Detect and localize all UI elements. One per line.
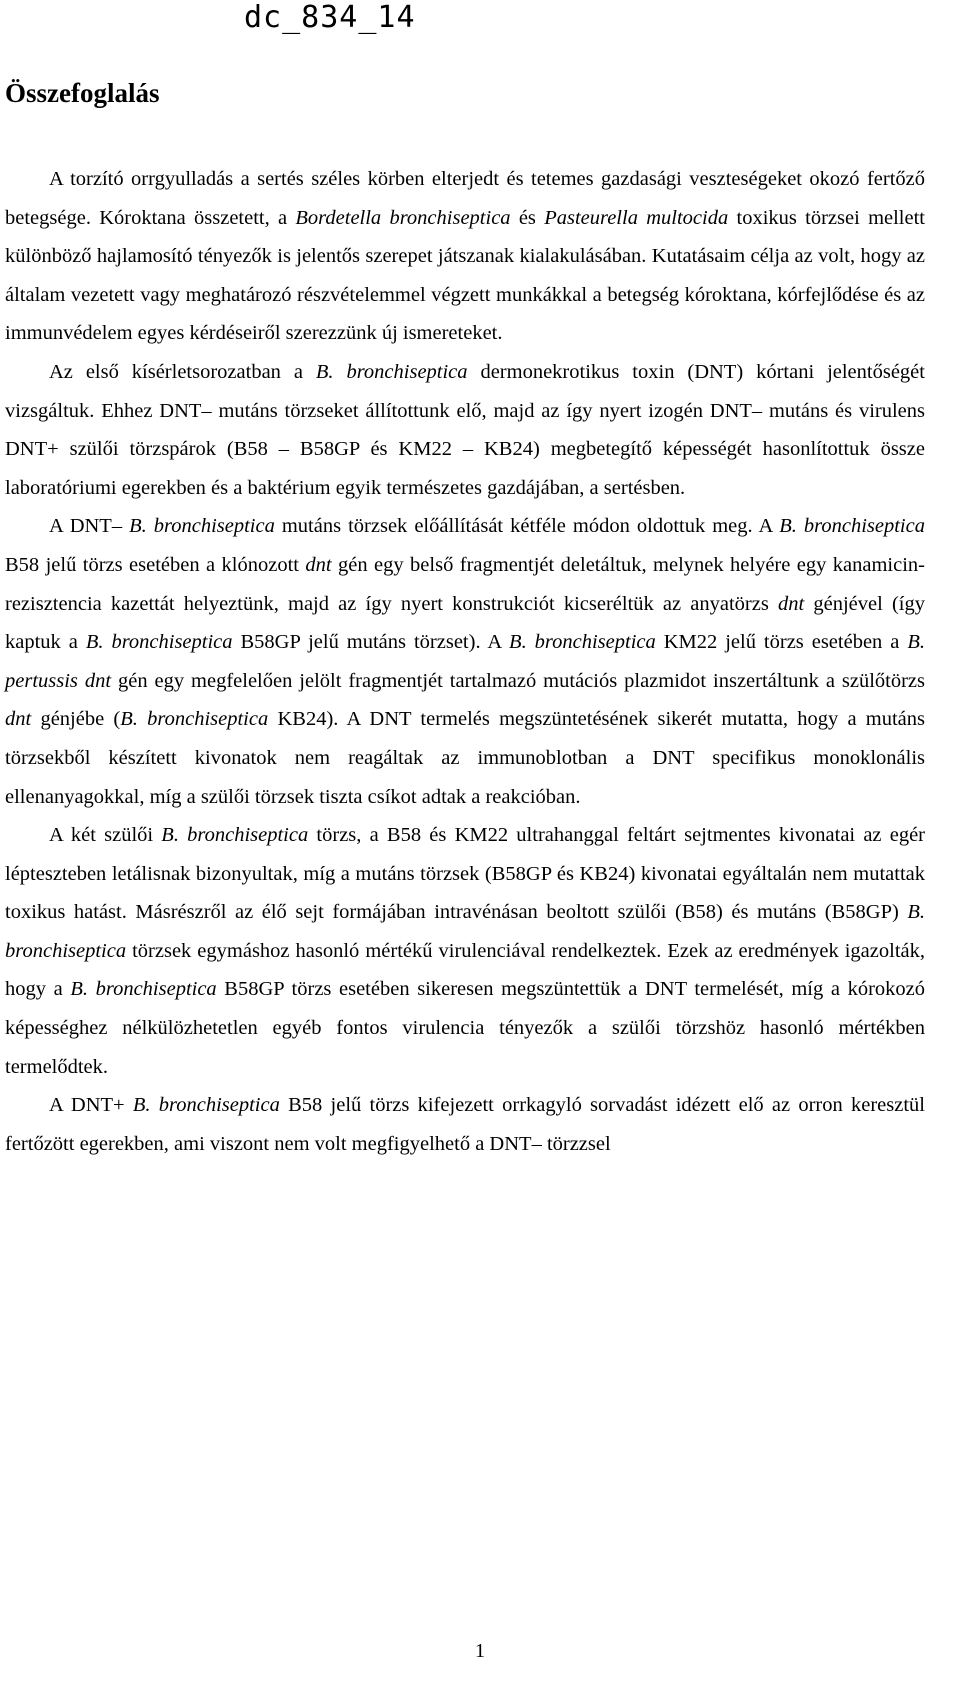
summary-body — [5, 160, 925, 1163]
italic-term: Bordetella bronchiseptica — [295, 206, 511, 229]
text-run: A torzító orrgyulladás a sertés széles körben elterjedt és tetemes gazdasági veszteségeket okozó fertőző betegsége. Kóroktana összetett, a — [5, 168, 925, 229]
text-run: A két szülői — [49, 824, 162, 847]
text-run: génjével (így kaptuk a — [5, 592, 925, 654]
text-run: toxikus törzsei mellett különböző hajlamosító tényezők is jelentős szerepet játszanak kialakulásában. Kutatásaim célja az volt, hogy az általam vezetett vagy meghatározó részvételemmel végzett munkákkal a betegség kóroktana, kórfejlődése és az immunvédelem egyes kérdéseiről szerezzünk új ismereteket. — [5, 206, 925, 345]
paragraph — [5, 353, 925, 507]
text-run: A DNT+ — [49, 1094, 133, 1117]
paragraph — [5, 507, 925, 816]
text-run: KM22 jelű törzs esetében a — [655, 631, 908, 654]
text-run: A DNT– — [49, 515, 130, 538]
text-run: dermonekrotikus toxin (DNT) kórtani jelentőségét vizsgáltuk. Ehhez DNT– mutáns törzseket állítottunk elő, majd az így nyert izogén DNT– mutáns és virulens DNT+ szülői törzspárok (B58 – B58GP és KM22 – KB24) megbetegítő képességét hasonlítottuk össze laboratóriumi egerekben és a baktérium egyik természetes gazdájában, a sertésben. — [5, 360, 925, 499]
text-run: törzsek egymáshoz hasonló mértékű virulenciával rendelkeztek. Ezek az eredmények igazolták, hogy a — [5, 939, 925, 1001]
italic-term: B. bronchiseptica — [70, 978, 217, 1001]
italic-term: B. bronchiseptica — [132, 1094, 280, 1117]
italic-term: dnt — [84, 669, 112, 692]
section-title: Összefoglalás — [5, 78, 160, 108]
italic-term: B. bronchiseptica — [509, 631, 656, 654]
text-run: mutáns törzsek előállítását kétféle módon oldottuk meg. A — [274, 515, 780, 538]
text-run: B58GP törzs esetében sikeresen megszüntettük a DNT termelését, míg a kórokozó képességhez nélkülözhetetlen egyéb fontos virulencia tényezők a szülői törzshöz hasonló mértékben termelődtek. — [5, 978, 925, 1078]
text-run: KB24). A DNT termelés megszüntetésének sikerét mutatta, hogy a mutáns törzsekből készített kivonatok nem reagáltak az immunoblotban a DNT specifikus monoklonális ellenanyagokkal, míg a szülői törzsek tiszta csíkot adtak a reakcióban. — [5, 708, 925, 808]
italic-term: B. bronchiseptica — [120, 708, 269, 731]
italic-term: dnt — [5, 708, 32, 731]
italic-term: dnt — [778, 592, 805, 615]
text-run: Az első kísérletsorozatban a — [49, 360, 316, 383]
text-run: B58 jelű törzs esetében a klónozott — [5, 553, 306, 576]
text-run — [78, 670, 85, 692]
text-run: törzs, a B58 és KM22 ultrahanggal feltárt sejtmentes kivonatai az egér lépteszteben letálisnak bizonyultak, míg a mutáns törzsek (B58GP és KB24) kivonatai egyáltalán nem mutattak toxikus hatást. Másrészről az élő sejt formájában intravénásan beoltott szülői (B58) és mutáns (B58GP) — [5, 824, 926, 924]
document-id: dc_834_14 — [244, 0, 416, 35]
italic-term: B. bronchiseptica — [315, 360, 468, 383]
page-number: 1 — [474, 1640, 486, 1662]
text-run: B58 jelű törzs kifejezett orrkagyló sorvadást idézett elő az orron keresztül fertőzött egerekben, ami viszont nem volt megfigyelhető a DNT– törzzsel — [5, 1094, 925, 1155]
italic-term: B. pertussis — [5, 631, 925, 692]
italic-term: B. bronchiseptica — [5, 901, 925, 962]
italic-term: dnt — [305, 553, 332, 576]
text-run: gén egy megfelelően jelölt fragmentjét tartalmazó mutációs plazmidot inszertáltunk a szülőtörzs — [111, 669, 925, 692]
italic-term: B. bronchiseptica — [161, 824, 309, 847]
paragraph — [5, 160, 925, 353]
italic-term: B. bronchiseptica — [779, 515, 925, 538]
text-run: B58GP jelű mutáns törzset). A — [232, 631, 510, 654]
paragraph — [5, 816, 925, 1086]
text-run: génjébe ( — [31, 708, 121, 731]
paragraph — [5, 1086, 925, 1163]
text-run: és — [510, 206, 545, 229]
italic-term: B. bronchiseptica — [129, 515, 275, 538]
italic-term: Pasteurella multocida — [544, 206, 729, 229]
italic-term: B. bronchiseptica — [85, 631, 233, 654]
text-run: gén egy belső fragmentjét deletáltuk, melynek helyére egy kanamicin-rezisztencia kazettát helyeztünk, majd az így nyert konstrukciót kicseréltük az anyatörzs — [5, 553, 925, 615]
